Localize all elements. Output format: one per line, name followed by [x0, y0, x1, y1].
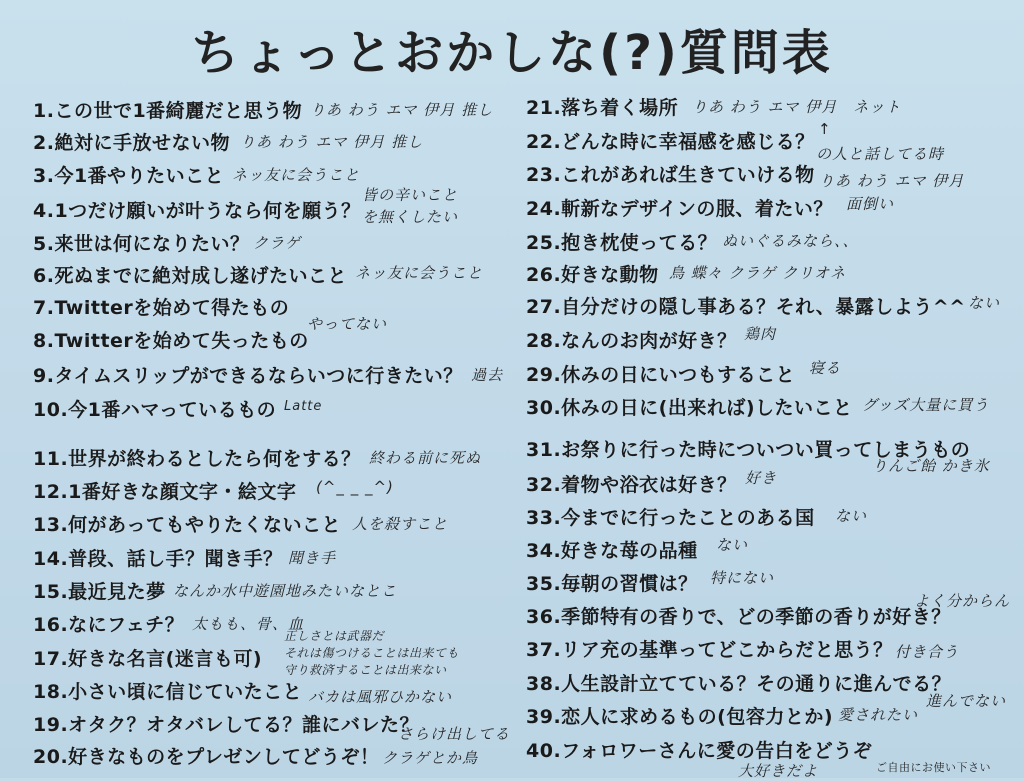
- question-33: 33.今までに行ったことのある国: [526, 507, 815, 529]
- question-20: 20.好きなものをプレゼンしてどうぞ！: [33, 746, 380, 768]
- question-14: 14.普段、話し手？聞き手？: [33, 548, 283, 570]
- answer-33: ない: [835, 507, 868, 525]
- question-18: 18.小さい頃に信じていたこと: [33, 681, 303, 703]
- question-35: 35.毎朝の習慣は？: [526, 573, 698, 595]
- answer-39: 愛されたい: [838, 706, 919, 724]
- sheet-title: ちょっとおかしな(?)質問表: [191, 25, 833, 81]
- answer-36: よく分からん: [914, 592, 1011, 610]
- question-29: 29.休みの日にいつもすること: [526, 364, 796, 386]
- answer-40: 大好きだよ: [738, 762, 819, 780]
- question-31: 31.お祭りに行った時についつい買ってしまうもの: [526, 439, 971, 461]
- question-6: 6.死ぬまでに絶対成し遂げたいこと: [33, 265, 347, 287]
- question-30: 30.休みの日に(出来れば)したいこと: [526, 397, 853, 419]
- answer-37: 付き合う: [895, 643, 960, 661]
- question-15: 15.最近見た夢: [33, 581, 166, 603]
- answer-4-line-2: を無くしたい: [362, 208, 459, 226]
- question-26: 26.好きな動物: [526, 264, 659, 286]
- answer-28: 鶏肉: [744, 325, 777, 343]
- answer-12: (^_ _ _^): [316, 478, 394, 496]
- answer-2: りあ わう エマ 伊月 推し: [240, 133, 424, 151]
- question-7: 7.Twitterを始めて得たもの: [33, 297, 290, 319]
- question-2: 2.絶対に手放せない物: [33, 132, 230, 154]
- answer-3: ネッ友に会うこと: [232, 166, 361, 184]
- answer-30: グッズ大量に買う: [862, 396, 990, 414]
- answer-6: ネッ友に会うこと: [355, 264, 484, 282]
- answer-17: [284, 628, 459, 679]
- answer-38: 進んでない: [926, 692, 1007, 710]
- question-17: 17.好きな名言(迷言も可): [33, 648, 263, 670]
- question-10: 10.今1番ハマっているもの: [33, 399, 277, 421]
- answer-34: ない: [716, 536, 749, 554]
- answer-17-line-2: それは傷つけることは出来ても: [284, 646, 460, 660]
- question-4: 4.1つだけ願いが叶うなら何を願う？: [33, 200, 361, 222]
- question-9: 9.タイムスリップができるならいつに行きたい？: [33, 365, 463, 387]
- question-19: 19.オタク？オタバレしてる？誰にバレた？: [33, 714, 419, 736]
- question-8: 8.Twitterを始めて失ったもの: [33, 330, 309, 352]
- answer-1: りあ わう エマ 伊月 推し: [310, 101, 494, 119]
- question-13: 13.何があってもやりたくないこと: [33, 514, 341, 536]
- question-28: 28.なんのお肉が好き？: [526, 330, 737, 352]
- question-22: 22.どんな時に幸福感を感じる？: [526, 131, 815, 153]
- question-27: 27.自分だけの隠し事ある？それ、暴露しよう^^: [526, 296, 966, 318]
- answer-4-line-1: 皆の辛いこと: [362, 186, 459, 204]
- answer-29: 寝る: [809, 359, 842, 377]
- answer-26: 鳥 蝶々 クラゲ クリオネ: [669, 264, 847, 282]
- question-23: 23.これがあれば生きていける物: [526, 164, 815, 186]
- question-3: 3.今1番やりたいこと: [33, 165, 225, 187]
- question-36: 36.季節特有の香りで、どの季節の香りが好き？: [526, 606, 951, 628]
- question-24: 24.斬新なデザインの服、着たい？: [526, 198, 833, 220]
- answer-19: さらけ出してる: [398, 725, 511, 743]
- answer-22: の人と話してる時: [816, 145, 945, 163]
- answer-14: 聞き手: [288, 549, 337, 567]
- footer-note: ご自由にお使い下さい: [876, 761, 991, 774]
- question-12: 12.1番好きな顔文字・絵文字: [33, 481, 297, 503]
- question-37: 37.リア充の基準ってどこからだと思う？: [526, 639, 893, 661]
- answer-31: りんご飴 かき氷: [872, 457, 990, 475]
- question-21: 21.落ち着く場所: [526, 97, 679, 119]
- question-25: 25.抱き枕使ってる？: [526, 232, 718, 254]
- question-38: 38.人生設計立てている？その通りに進んでる？: [526, 673, 952, 695]
- answer-35: 特にない: [710, 569, 775, 587]
- question-16: 16.なにフェチ？: [33, 614, 185, 636]
- answer-11: 終わる前に死ぬ: [369, 449, 482, 467]
- answer-15: なんか水中遊園地みたいなとこ: [173, 582, 398, 600]
- answer-18: バカは風邪ひかない: [308, 688, 453, 706]
- answer-4: [362, 184, 458, 228]
- question-34: 34.好きな苺の品種: [526, 540, 698, 562]
- answer-23: りあ わう エマ 伊月: [819, 172, 965, 190]
- answer-8: やってない: [307, 315, 388, 333]
- answer-9: 過去: [471, 366, 504, 384]
- answer-10: Latte: [284, 399, 323, 414]
- question-32: 32.着物や浴衣は好き？: [526, 474, 737, 496]
- question-39: 39.恋人に求めるもの(包容力とか): [526, 706, 834, 728]
- answer-22-arrow: ↑: [818, 120, 832, 138]
- answer-17-line-1: 正しさとは武器だ: [284, 629, 385, 643]
- answer-24: 面倒い: [846, 195, 895, 213]
- answer-32: 好き: [745, 469, 778, 487]
- answer-27: ない: [968, 294, 1001, 312]
- answer-16: 太もも、骨、血: [192, 615, 305, 633]
- answer-5: クラゲ: [253, 234, 302, 252]
- question-1: 1.この世で1番綺麗だと思う物: [33, 100, 303, 122]
- question-40: 40.フォロワーさんに愛の告白をどうぞ: [526, 740, 873, 762]
- question-5: 5.来世は何になりたい？: [33, 233, 250, 255]
- question-11: 11.世界が終わるとしたら何をする？: [33, 448, 361, 470]
- answer-13: 人を殺すこと: [352, 515, 449, 533]
- answer-25: ぬいぐるみなら、、: [722, 232, 859, 250]
- answer-21: りあ わう エマ 伊月 ネット: [692, 98, 902, 116]
- answer-20: クラゲとか鳥: [382, 749, 479, 767]
- answer-17-line-3: 守り救済することは出来ない: [284, 663, 447, 677]
